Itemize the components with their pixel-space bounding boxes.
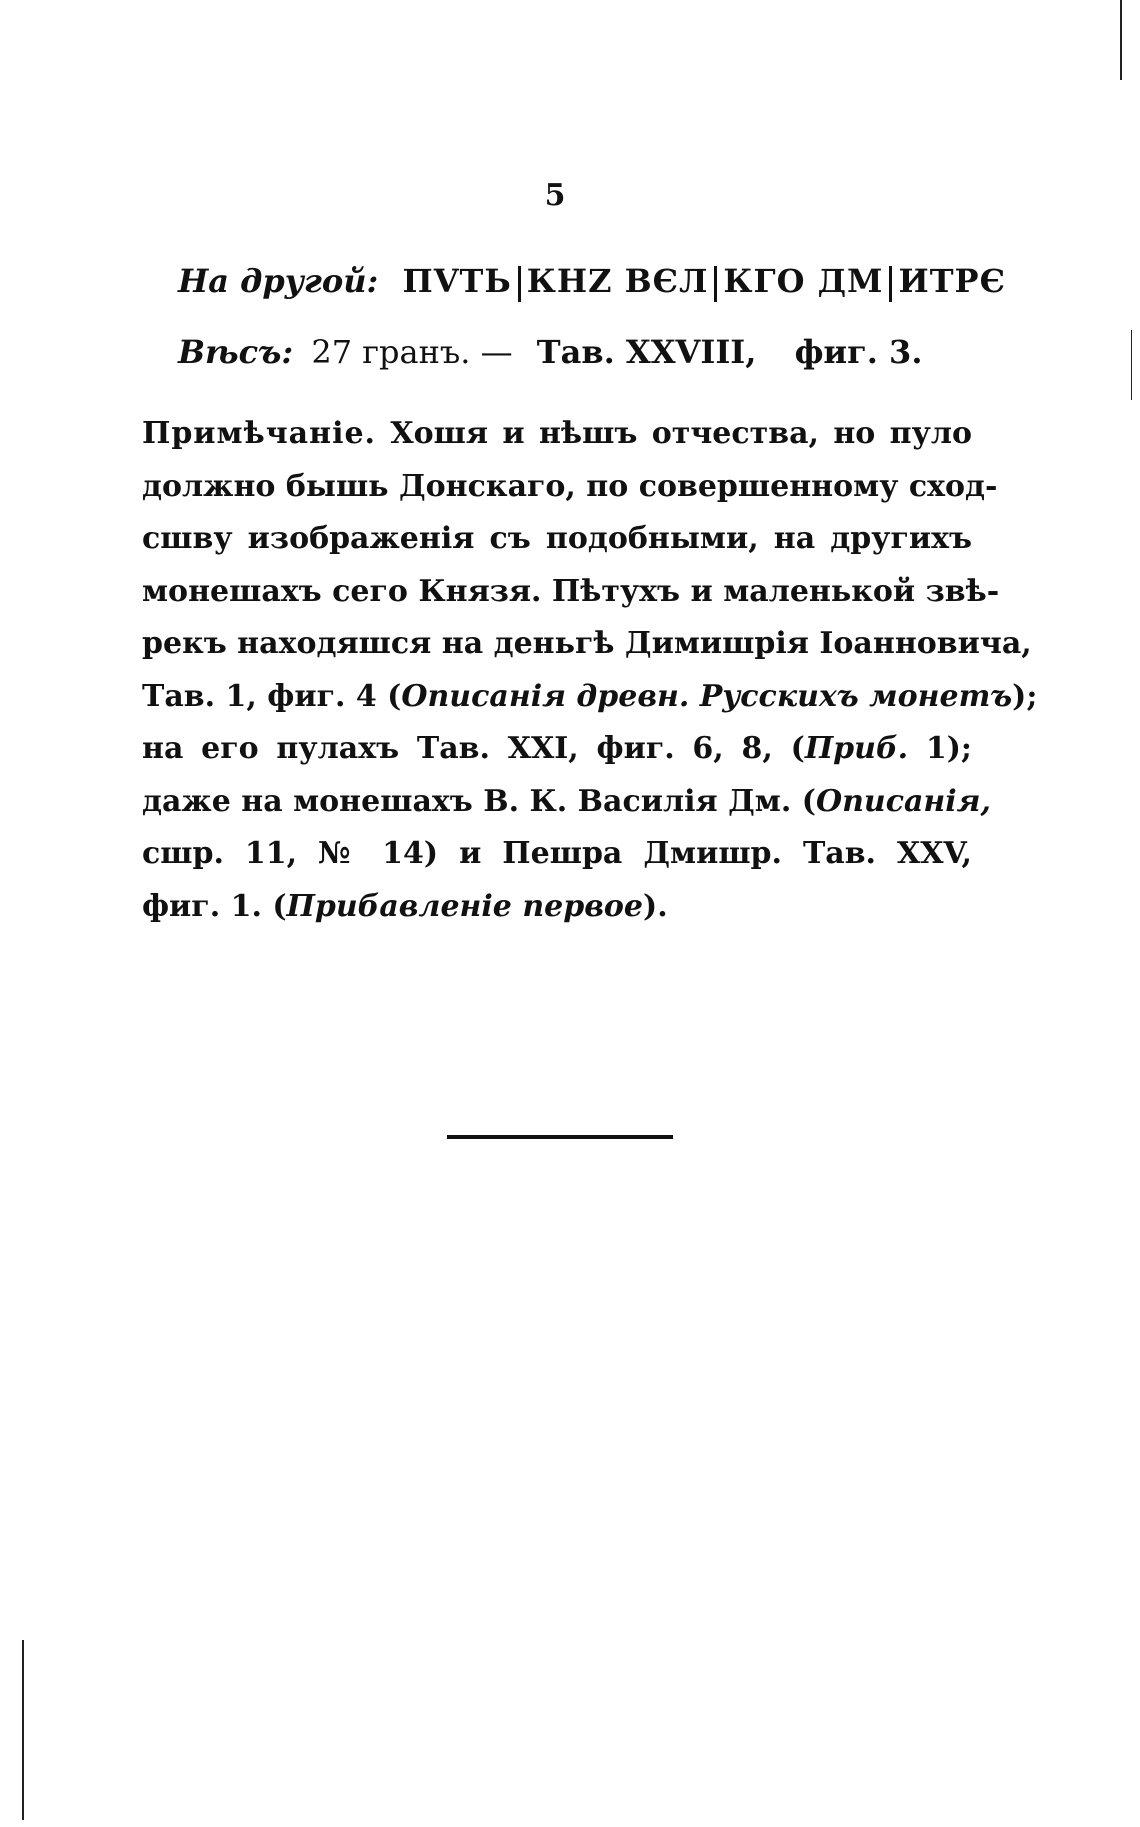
note-text: ); (1012, 678, 1038, 714)
note-line: сшр. 11, № 14) и Пешра Дмишр. Тав. XXV, (142, 836, 972, 871)
inscription-separator (518, 266, 521, 302)
divider-rule (447, 1135, 673, 1139)
weight-table-ref: Тав. XXVIII, (536, 333, 757, 371)
note-italic-text: Приб. (804, 731, 909, 766)
note-text: ). (643, 888, 668, 924)
note-line (142, 776, 992, 829)
note-line (142, 408, 972, 461)
note-text: на его пулахъ Тав. XXI, фиг. 6, 8, ( (142, 731, 805, 766)
note-line: сшву изображенія съ подобными, на другихъ (142, 521, 972, 556)
inscription-line (178, 262, 1006, 302)
page-number: 5 (544, 178, 566, 213)
note-text: даже на монешахъ В. К. Василія Дм. ( (142, 783, 816, 819)
weight-value: 27 гранъ. — (311, 333, 513, 371)
weight-figure-ref: фиг. 3. (794, 333, 923, 371)
note-line (142, 723, 972, 776)
inscription-separator (714, 266, 717, 302)
weight-line (178, 333, 922, 371)
note-text: Тав. 1, фиг. 4 ( (142, 678, 402, 714)
note-line: должно бышь Донскаго, по совершенному сход- (142, 468, 998, 504)
note-paragraph (142, 408, 1038, 933)
inscription-part: ПVТЬ (402, 262, 512, 300)
note-text: Хошя и нѣшъ отчества, но пуло (390, 416, 972, 451)
weight-label: Вѣсъ: (178, 333, 294, 371)
note-line: монешахъ сего Князя. Пѣтухъ и маленькой звѣ- (142, 573, 1000, 609)
note-text: фиг. 1. ( (142, 888, 287, 924)
inscription-part: ИТРЄ (898, 262, 1007, 300)
note-italic-text: Описанія древн. Русскихъ монетъ (401, 678, 1013, 714)
note-italic-text: Прибавленіе первое (286, 888, 644, 924)
scan-edge-mark (22, 1640, 24, 1820)
note-line: рекъ находяшся на деньгѣ Димишрія Іоанновича, (142, 626, 1032, 661)
inscription-separator (889, 266, 892, 302)
scan-edge-mark (1131, 330, 1132, 400)
inscription-part: КНZ ВЄЛ (526, 262, 709, 300)
note-line (142, 671, 1038, 724)
scan-edge-mark (1120, 0, 1122, 80)
note-italic-text: Описанія, (815, 783, 992, 819)
inscription-label: На другой: (178, 262, 379, 300)
note-line (142, 881, 972, 934)
inscription-part: КГО ДМ (723, 262, 884, 300)
note-label: Примѣчаніе. (142, 416, 376, 451)
note-text: 1); (908, 731, 972, 766)
